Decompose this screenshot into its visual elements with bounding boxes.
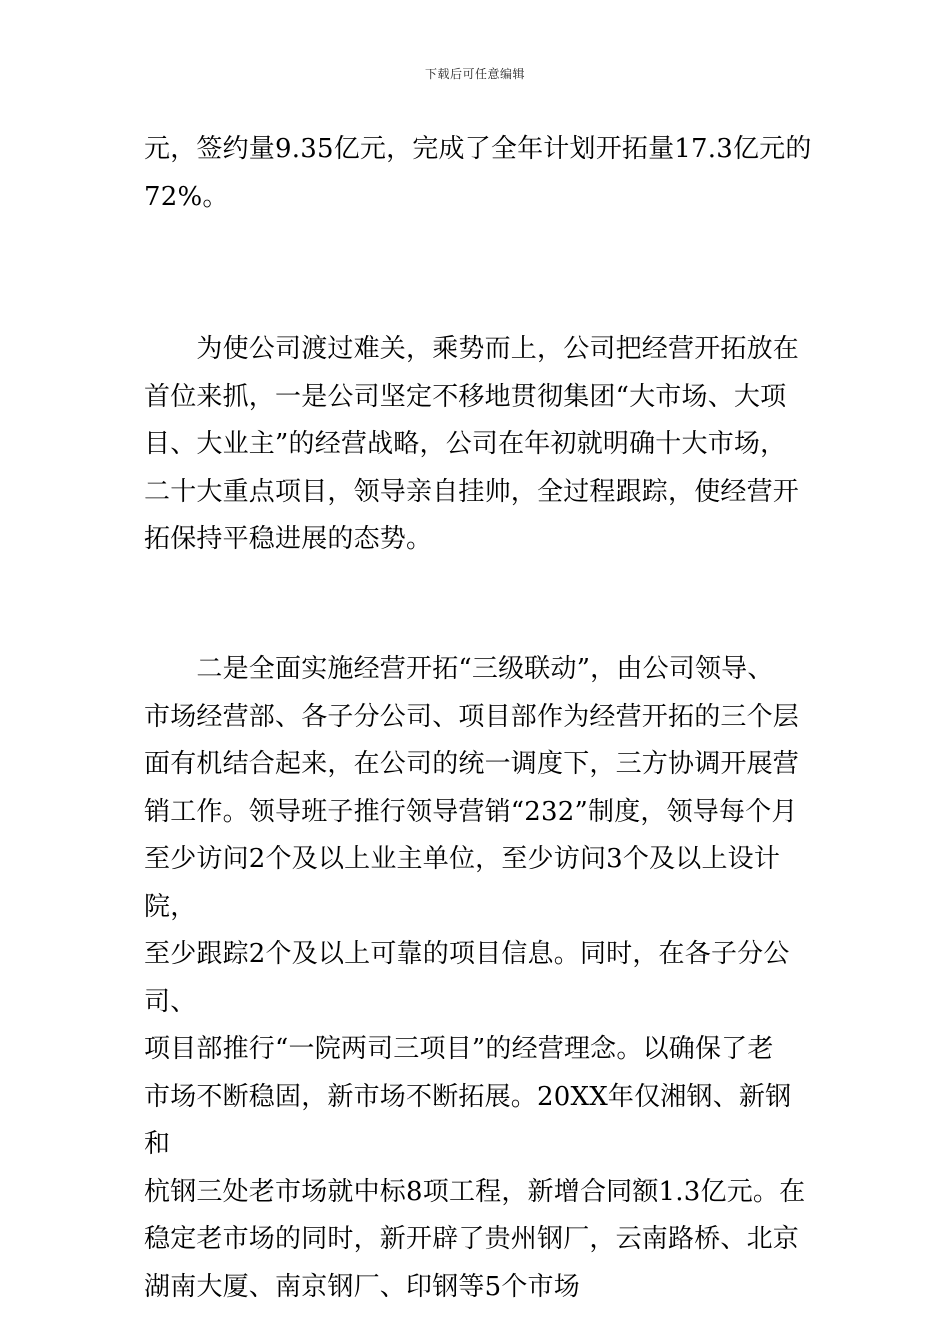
page-header: 下载后可任意编辑 (424, 67, 525, 81)
paragraph-2: 为使公司渡过难关，乘势而上，公司把经营开拓放在 首位来抓，一是公司坚定不移地贯彻集团“大市场、大项 目、大业主”的经营战略，公司在年初就明确十大市场， 二十大重点项目，领导亲自挂帅，全过程跟踪，使经营开 拓保持平稳进展的态势。 (144, 334, 800, 554)
paragraph-1: 元，签约量9.35亿元，完成了全年计划开拓量17.3亿元的 72%。 (144, 134, 812, 212)
paragraph-3: 二是全面实施经营开拓“三级联动”，由公司领导、 市场经营部、各子分公司、项目部作为经营开拓的三个层 面有机结合起来，在公司的统一调度下，三方协调开展营 销工作。领导班子推行领导营销“232”制度，领导每个月 至少访问2个及以上业主单位，至少访问3个及以上设计院， 至少跟踪2个及以上可靠的项目信息。同时，在各子分公司、 项目部推行“一院两司三项目”的经营理念。以确保了老 市场不断稳固，新市场不断拓展。20XX年仅湘钢、新钢和 杭钢三处老市场就中标8项工程，新增合同额1.3亿元。在 稳定老市场的同时，新开辟了贵州钢厂，云南路桥、北京 湖南大厦、南京钢厂、印钢等5个市场 (144, 654, 806, 1302)
